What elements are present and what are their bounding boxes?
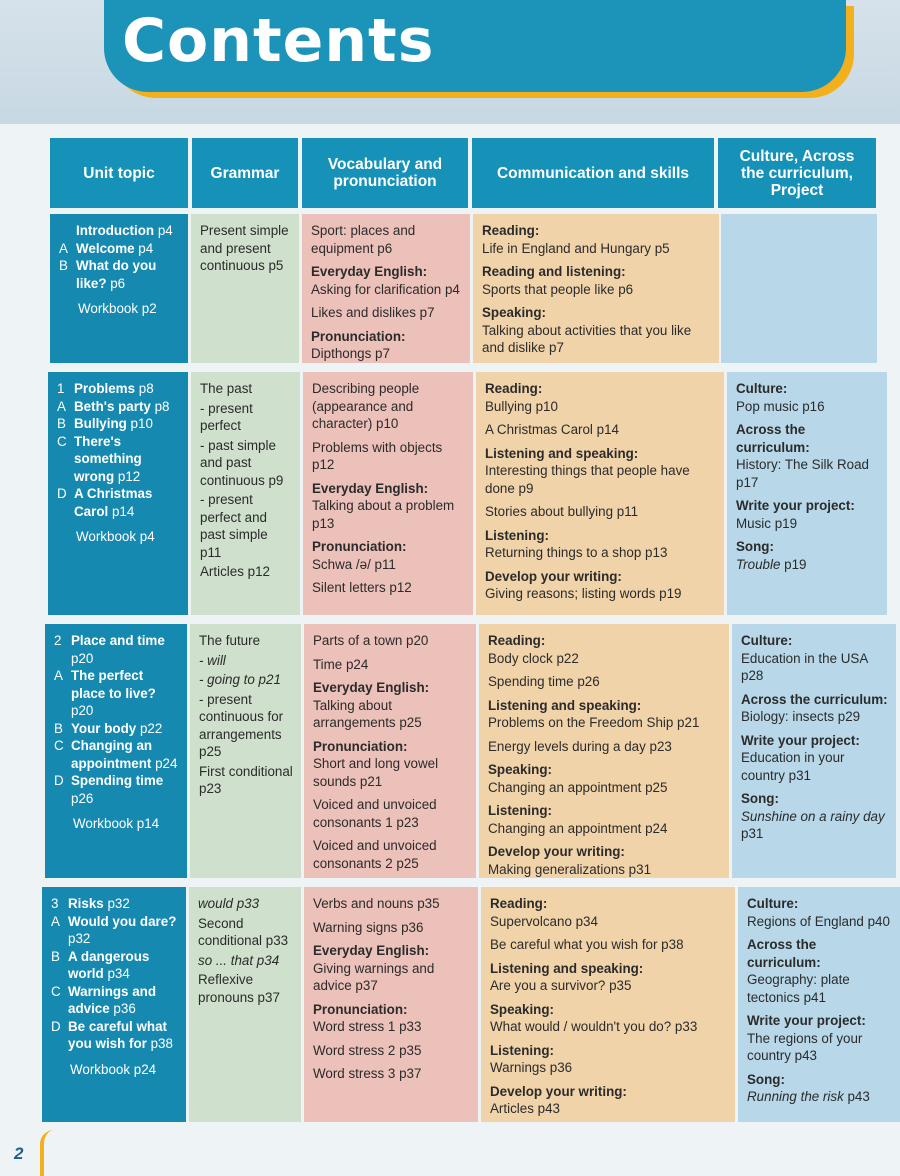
lesson-title: Problems (74, 381, 136, 396)
skill-heading: Speaking: (488, 762, 552, 777)
vocab-item: Voiced and unvoiced consonants 1 p23 (313, 797, 437, 830)
grammar-item: Present simple and present continuous p5 (200, 223, 289, 273)
lesson-text (71, 772, 179, 807)
culture-item (741, 749, 888, 784)
culture-text: Education in the USA p28 (741, 650, 868, 683)
lesson-letter: A (57, 398, 66, 414)
lesson-title: There's something wrong (74, 433, 142, 484)
lesson-text (76, 222, 180, 240)
vocab-item: Sport: places and equipment p6 (311, 223, 416, 256)
lesson-text (71, 737, 179, 772)
vocabulary-cell (302, 214, 470, 363)
grammar-item: so ... that p34 (198, 952, 280, 968)
culture-item (741, 650, 888, 685)
lesson-title: Welcome (76, 240, 135, 256)
lesson-page: p8 (135, 381, 154, 396)
grammar-item: The past (200, 381, 253, 396)
culture-cell (738, 887, 900, 1122)
skill-heading: Reading: (485, 381, 543, 396)
unit-row-3 (0, 887, 900, 1122)
vocab-item: Short and long vowel sounds p21 (313, 756, 439, 789)
header-communication: Communication and skills (472, 138, 714, 208)
lesson-letter: B (57, 416, 66, 431)
skill-item: Problems on the Freedom Ship p21 (488, 715, 700, 730)
culture-item (747, 971, 892, 1006)
skill-item: A Christmas Carol p14 (485, 422, 619, 437)
lesson-letter: B (51, 948, 60, 964)
vocab-item: Word stress 1 p33 (313, 1019, 422, 1034)
grammar-cell (191, 372, 300, 615)
culture-item (736, 556, 879, 574)
unit-lesson-line (51, 895, 178, 913)
lesson-page: p20 (71, 650, 94, 666)
skill-item: Life in England and Hungary p5 (482, 240, 670, 256)
unit-lesson-line (51, 983, 178, 1018)
culture-text: Trouble (736, 556, 781, 572)
lesson-text (68, 983, 178, 1018)
culture-item (736, 398, 879, 416)
lesson-letter: A (54, 668, 63, 683)
vocab-item: Parts of a town p20 (313, 633, 429, 648)
culture-text: Pop music p16 (736, 398, 825, 414)
lesson-title: Your body (71, 720, 137, 736)
skill-heading: Reading: (482, 223, 540, 238)
unit-lesson-line (54, 632, 179, 667)
lesson-page: p26 (71, 790, 94, 806)
unit-lesson-line (57, 380, 180, 398)
lesson-text (68, 895, 178, 913)
skill-item: Energy levels during a day p23 (488, 738, 672, 754)
unit-lesson-line (54, 720, 179, 738)
skill-heading: Speaking: (482, 305, 546, 320)
communication-cell (481, 887, 735, 1122)
table-header (0, 138, 900, 208)
lesson-text (68, 1018, 178, 1053)
lesson-text (71, 720, 179, 738)
lesson-title: Be careful what you wish for (68, 1018, 167, 1051)
lesson-letter: D (57, 486, 67, 501)
culture-heading: Write your project: (736, 498, 855, 513)
grammar-item: - present perfect (200, 400, 253, 433)
lesson-page: p38 (146, 1036, 173, 1051)
vocab-heading: Everyday English: (313, 943, 430, 958)
vocabulary-cell (303, 372, 473, 615)
vocab-item: Silent letters p12 (312, 580, 412, 595)
skill-heading: Develop your writing: (485, 568, 622, 584)
unit-lesson-line (57, 415, 180, 433)
culture-page: p19 (780, 556, 807, 572)
skill-heading: Listening and speaking: (485, 445, 639, 461)
lesson-page: p6 (106, 275, 126, 291)
lesson-title: Introduction (76, 223, 155, 238)
culture-text: Running the risk (747, 1089, 844, 1104)
lesson-title: Bullying (74, 416, 127, 431)
lesson-letter: 1 (57, 381, 65, 396)
lesson-page: p32 (103, 896, 130, 911)
skill-item: Be careful what you wish for p38 (490, 937, 684, 952)
lesson-title: Spending time (71, 773, 164, 788)
lesson-page: p4 (134, 240, 154, 256)
lesson-title: Risks (68, 896, 104, 911)
culture-text: The regions of your country p43 (747, 1030, 863, 1063)
lesson-letter: 2 (54, 633, 62, 648)
culture-page: p31 (741, 826, 764, 841)
grammar-cell (189, 887, 301, 1122)
lesson-title: The perfect place to live? (71, 668, 156, 701)
lesson-letter: D (51, 1018, 61, 1034)
vocab-item: Asking for clarification p4 (311, 281, 460, 297)
grammar-item: - will (199, 652, 226, 668)
vocab-item: Voiced and unvoiced consonants 2 p25 (313, 838, 437, 871)
skill-item: Supervolcano p34 (490, 913, 598, 929)
skill-item: Stories about bullying p11 (485, 504, 639, 519)
lesson-text (74, 433, 180, 486)
skill-heading: Listening and speaking: (488, 697, 642, 713)
unit-topic-cell (45, 624, 187, 878)
workbook-ref: Workbook p2 (78, 301, 157, 316)
culture-item (741, 708, 888, 726)
lesson-title: Beth's party (74, 398, 151, 414)
lesson-page: p12 (114, 468, 141, 484)
lesson-page: p32 (68, 931, 91, 946)
vocab-item: Time p24 (313, 656, 369, 672)
header-grammar: Grammar (192, 138, 298, 208)
vocab-item: Dipthongs p7 (311, 346, 390, 361)
grammar-item: - present continuous for arrangements p25 (199, 691, 284, 759)
lesson-text (74, 485, 180, 520)
culture-cell (727, 372, 887, 615)
grammar-item: - present perfect and past simple p11 (200, 492, 268, 560)
skill-item: Are you a survivor? p35 (490, 978, 632, 993)
vocab-item: Talking about arrangements p25 (313, 697, 422, 730)
lesson-text (76, 240, 180, 258)
culture-heading: Song: (747, 1071, 785, 1087)
vocab-heading: Pronunciation: (312, 539, 407, 554)
page-title: Contents (122, 6, 435, 76)
vocab-heading: Pronunciation: (313, 1001, 408, 1017)
skill-heading: Reading: (488, 633, 546, 648)
lesson-page: p36 (109, 1001, 136, 1016)
skill-item: What would / wouldn't you do? p33 (490, 1019, 698, 1034)
skill-item: Giving reasons; listing words p19 (485, 586, 682, 601)
vocab-item: Problems with objects p12 (312, 439, 443, 472)
unit-lesson-line (51, 948, 178, 983)
skill-heading: Listening: (490, 1042, 554, 1058)
skill-item: Talking about activities that you like and dislike p7 (482, 322, 692, 355)
lesson-letter: B (59, 258, 68, 273)
culture-item (747, 913, 892, 931)
culture-heading: Culture: (741, 633, 793, 648)
grammar-cell (190, 624, 301, 878)
vocab-item: Schwa /ə/ p11 (312, 556, 396, 572)
unit-lesson-line (59, 222, 180, 240)
lesson-letter: 3 (51, 896, 59, 911)
lesson-text (71, 632, 179, 667)
culture-page: p43 (843, 1089, 870, 1104)
skill-item: Changing an appointment p24 (488, 820, 668, 836)
skill-heading: Reading: (490, 896, 548, 911)
lesson-text (76, 257, 180, 292)
culture-item (747, 1088, 892, 1106)
workbook-ref: Workbook p14 (73, 816, 160, 831)
vocab-item: Describing people (appearance and character) p10 (312, 381, 420, 431)
unit-lesson-line (59, 257, 180, 292)
culture-cell (732, 624, 896, 878)
lesson-title: Would you dare? (68, 913, 177, 929)
vocab-heading: Everyday English: (312, 480, 429, 496)
skill-heading: Listening: (485, 527, 549, 543)
skill-heading: Develop your writing: (488, 844, 625, 859)
unit-lesson-line (51, 1018, 178, 1053)
skill-heading: Listening and speaking: (490, 960, 644, 976)
lesson-page: p22 (136, 720, 163, 736)
unit-lesson-line (54, 737, 179, 772)
vocab-item: Talking about a problem p13 (312, 498, 455, 531)
communication-cell (476, 372, 724, 615)
vocab-item: Word stress 2 p35 (313, 1042, 422, 1058)
lesson-text (74, 398, 180, 416)
lesson-title: Place and time (71, 633, 165, 648)
unit-row-1 (0, 372, 900, 615)
vocab-heading: Everyday English: (313, 680, 430, 695)
culture-heading: Across the curriculum: (747, 937, 821, 970)
lesson-page: p24 (151, 755, 178, 771)
vocab-item: Warning signs p36 (313, 919, 424, 935)
skill-heading: Reading and listening: (482, 264, 626, 279)
lesson-text (68, 948, 178, 983)
culture-item (736, 456, 879, 491)
vocab-heading: Pronunciation: (313, 738, 408, 754)
lesson-page: p8 (150, 398, 170, 414)
lesson-title: A Christmas Carol (74, 486, 153, 519)
unit-lesson-line (57, 433, 180, 486)
culture-text: Biology: insects p29 (741, 709, 861, 724)
unit-lesson-line (57, 398, 180, 416)
culture-heading: Write your project: (747, 1013, 866, 1028)
unit-row-intro (0, 214, 900, 363)
culture-item (736, 515, 879, 533)
culture-heading: Song: (736, 539, 774, 554)
unit-lesson-line (59, 240, 180, 258)
lesson-letter: D (54, 773, 64, 788)
culture-text: Geography: plate tectonics p41 (747, 972, 850, 1005)
lesson-letter: A (59, 240, 68, 256)
grammar-item: - past simple and past continuous p9 (200, 437, 284, 488)
lesson-title: What do you like? (76, 258, 157, 291)
lesson-text (71, 667, 179, 720)
skill-item: Sports that people like p6 (482, 281, 634, 297)
skill-heading: Speaking: (490, 1001, 554, 1017)
unit-topic-cell (42, 887, 186, 1122)
lesson-page: p4 (154, 223, 173, 238)
grammar-cell (191, 214, 299, 363)
grammar-item: The future (199, 633, 261, 648)
skill-item: Changing an appointment p25 (488, 779, 668, 795)
culture-heading: Write your project: (741, 732, 860, 748)
unit-lesson-line (54, 667, 179, 720)
grammar-item: - going to p21 (199, 672, 281, 687)
unit-row-2 (0, 624, 900, 878)
lesson-letter (59, 222, 76, 240)
lesson-title: Warnings and advice (68, 983, 157, 1016)
grammar-item: would p33 (198, 896, 260, 911)
culture-item (747, 1030, 892, 1065)
unit-topic-cell (48, 372, 188, 615)
vocab-item: Giving warnings and advice p37 (313, 960, 435, 993)
lesson-page: p14 (108, 503, 135, 519)
lesson-title: Changing an appointment (71, 738, 153, 771)
header-vocabulary: Vocabulary and pronunciation (302, 138, 468, 208)
lesson-text (74, 415, 180, 433)
lesson-page: p34 (103, 966, 130, 981)
culture-text: Education in your country p31 (741, 750, 845, 783)
skill-heading: Listening: (488, 803, 552, 818)
vocab-item: Word stress 3 p37 (313, 1066, 422, 1081)
unit-lesson-line (54, 772, 179, 807)
culture-text: Regions of England p40 (747, 913, 890, 929)
lesson-letter: C (57, 433, 67, 449)
culture-heading: Across the curriculum: (736, 422, 810, 455)
lesson-letter: C (51, 983, 61, 999)
unit-lesson-line (51, 913, 178, 948)
skill-item: Body clock p22 (488, 650, 579, 666)
vocabulary-cell (304, 887, 478, 1122)
grammar-item: Second conditional p33 (198, 915, 289, 948)
lesson-text (68, 913, 178, 948)
unit-topic-cell (50, 214, 188, 363)
vocabulary-cell (304, 624, 476, 878)
skill-item: Bullying p10 (485, 398, 558, 414)
header-unit-topic: Unit topic (50, 138, 188, 208)
lesson-page: p10 (126, 416, 153, 431)
lesson-title: A dangerous world (68, 948, 150, 981)
grammar-item: Articles p12 (200, 564, 270, 579)
communication-cell (479, 624, 729, 878)
lesson-letter: C (54, 738, 64, 753)
culture-heading: Song: (741, 791, 779, 806)
skill-item: Making generalizations p31 (488, 861, 652, 877)
skill-item: Interesting things that people have done p9 (485, 463, 690, 496)
unit-lesson-line (57, 485, 180, 520)
skill-item: Articles p43 (490, 1101, 560, 1116)
grammar-item: Reflexive pronouns p37 (198, 972, 280, 1005)
workbook-ref: Workbook p24 (70, 1061, 157, 1077)
lesson-letter: B (54, 720, 63, 736)
culture-text: History: The Silk Road p17 (736, 457, 869, 490)
lesson-page: p20 (71, 703, 94, 718)
culture-heading: Across the curriculum: (741, 691, 888, 707)
vocab-heading: Everyday English: (311, 264, 428, 279)
title-banner (104, 0, 846, 92)
header-culture: Culture, Across the curriculum, Project (718, 138, 876, 208)
grammar-item: First conditional p23 (199, 763, 293, 796)
lesson-letter: A (51, 913, 60, 929)
vocab-item: Verbs and nouns p35 (313, 896, 440, 911)
vocab-item: Likes and dislikes p7 (311, 305, 435, 320)
culture-heading: Culture: (736, 381, 788, 396)
skill-heading: Develop your writing: (490, 1083, 627, 1099)
skill-item: Spending time p26 (488, 674, 600, 689)
skill-item: Warnings p36 (490, 1060, 573, 1075)
culture-cell (721, 214, 877, 363)
culture-text: Music p19 (736, 515, 798, 531)
page-tab (40, 1130, 56, 1176)
culture-text: Sunshine on a rainy day (741, 808, 885, 824)
page-number: 2 (14, 1144, 24, 1163)
skill-item: Returning things to a shop p13 (485, 545, 668, 560)
culture-item (741, 808, 888, 843)
lesson-text (74, 380, 180, 398)
communication-cell (473, 214, 719, 363)
culture-heading: Culture: (747, 896, 799, 911)
vocab-heading: Pronunciation: (311, 328, 406, 344)
workbook-ref: Workbook p4 (76, 529, 155, 544)
